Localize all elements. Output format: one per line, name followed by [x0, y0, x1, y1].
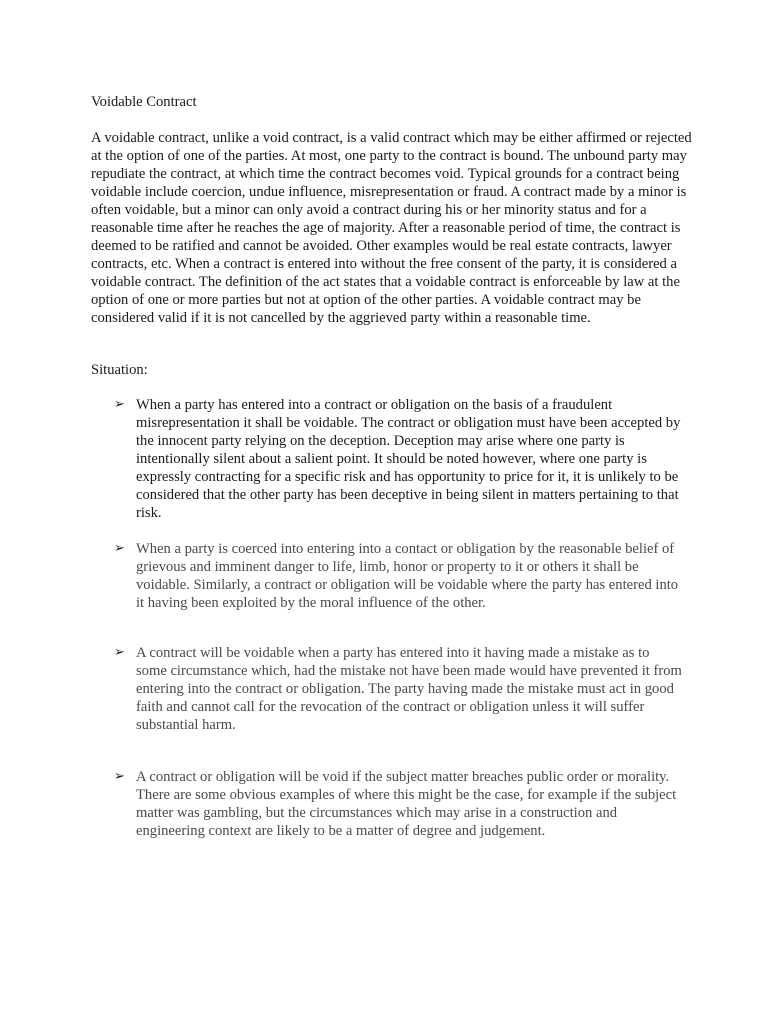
- arrow-bullet-icon: ➢: [114, 541, 125, 556]
- arrow-bullet-icon: ➢: [114, 645, 125, 660]
- intro-paragraph: A voidable contract, unlike a void contract, is a valid contract which may be either affirmed or rejected at the option of one of the parties. At most, one party to the contract is bound. The unbound party may repudiate the contract, at which time the contract becomes void. Typical grounds for a contract being voidable include coercion, undue influence, misrepresentation or fraud. A contract made by a minor is often voidable, but a minor can only avoid a contract during his or her minority status and for a reasonable time after he reaches the age of majority. After a reasonable period of time, the contract is deemed to be ratified and cannot be avoided. Other examples would be real estate contracts, lawyer contracts, etc. When a contract is entered into without the free consent of the party, it is considered a voidable contract. The definition of the act states that a voidable contract is enforceable by law at the option of one or more parties but not at option of the other parties. A voidable contract may be considered valid if it is not cancelled by the aggrieved party within a reasonable time.: [91, 130, 692, 326]
- bullet-text: A contract will be voidable when a party has entered into it having made a mistake as to some circumstance which, had the mistake not have been made would have prevented it from entering into the contract or obligation. The party having made the mistake must act in good faith and cannot call for the revocation of the contract or obligation unless it will suffer substantial harm.: [136, 645, 682, 733]
- situation-label: Situation:: [91, 362, 148, 378]
- arrow-bullet-icon: ➢: [114, 769, 125, 784]
- arrow-bullet-icon: ➢: [114, 397, 125, 412]
- bullet-text: When a party has entered into a contract or obligation on the basis of a fraudulent misrepresentation it shall be voidable. The contract or obligation must have been accepted by the innocent party relying on the deception. Deception may arise where one party is intentionally silent about a salient point. It should be noted however, where one party is expressly contracting for a specific risk and has opportunity to price for it, it is unlikely to be considered that the other party has been deceptive in being silent in matters pertaining to that risk.: [136, 397, 681, 521]
- document-title: Voidable Contract: [91, 94, 197, 110]
- bullet-text: A contract or obligation will be void if the subject matter breaches public order or morality. There are some obvious examples of where this might be the case, for example if the subject matter was gambling, but the circumstances which may arise in a construction and engineering context are likely to be a matter of degree and judgement.: [136, 769, 677, 839]
- bullet-text: When a party is coerced into entering into a contact or obligation by the reasonable belief of grievous and imminent danger to life, limb, honor or property to it or others it shall be voidable. Similarly, a contract or obligation will be voidable where the party has entered into it having been exploited by the moral influence of the other.: [136, 541, 679, 611]
